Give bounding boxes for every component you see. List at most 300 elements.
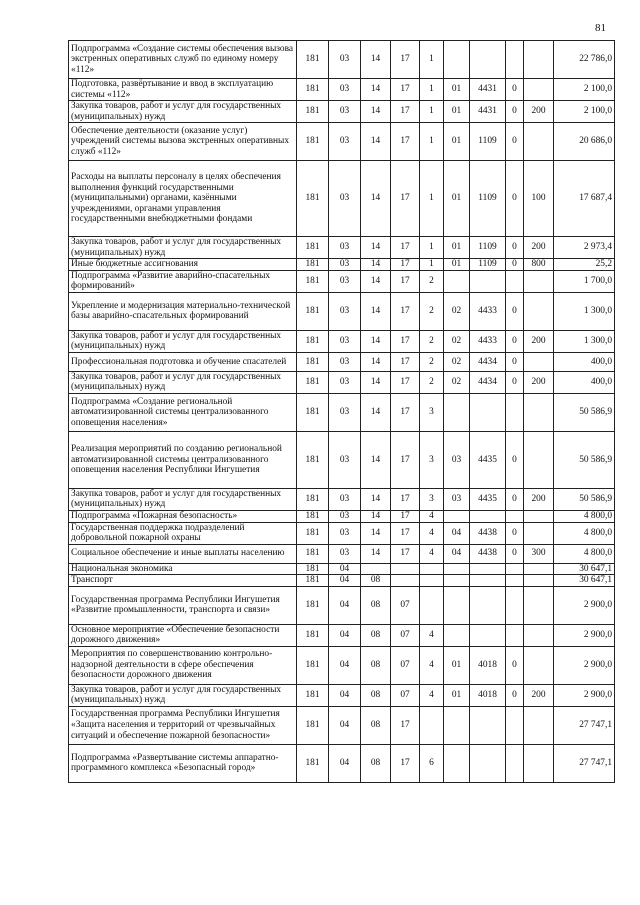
code-cell [524, 393, 554, 431]
code-cell: 08 [361, 684, 391, 706]
code-cell: 3 [420, 488, 444, 510]
code-cell [470, 575, 506, 587]
code-cell: 1 [420, 123, 444, 161]
code-cell: 181 [297, 371, 329, 393]
code-cell: 0 [506, 123, 524, 161]
code-cell: 200 [524, 237, 554, 259]
code-cell [444, 624, 470, 646]
table-row [69, 330, 615, 352]
code-cell: 03 [329, 101, 361, 123]
code-cell: 17 [391, 706, 420, 744]
row-name: Закупка товаров, работ и услуг для государственных (муниципальных) нужд [69, 371, 297, 393]
code-cell: 0 [506, 488, 524, 510]
code-cell: 14 [361, 330, 391, 352]
code-cell [470, 270, 506, 292]
code-cell: 03 [329, 522, 361, 544]
code-cell [506, 624, 524, 646]
code-cell: 6 [420, 744, 444, 782]
row-name: Закупка товаров, работ и услуг для государственных (муниципальных) нужд [69, 237, 297, 259]
code-cell: 03 [329, 270, 361, 292]
table-row [69, 270, 615, 292]
code-cell: 0 [506, 292, 524, 330]
table-row [69, 646, 615, 684]
code-cell: 01 [444, 79, 470, 101]
code-cell: 0 [506, 646, 524, 684]
code-cell [506, 510, 524, 522]
code-cell: 3 [420, 431, 444, 488]
code-cell: 4 [420, 624, 444, 646]
code-cell: 17 [391, 79, 420, 101]
code-cell: 17 [391, 330, 420, 352]
code-cell: 14 [361, 393, 391, 431]
code-cell: 0 [506, 259, 524, 271]
row-name: Государственная поддержка подразделений добровольной пожарной охраны [69, 522, 297, 544]
code-cell: 03 [329, 292, 361, 330]
code-cell: 08 [361, 575, 391, 587]
code-cell [506, 563, 524, 575]
code-cell: 0 [506, 237, 524, 259]
code-cell: 4434 [470, 352, 506, 371]
code-cell: 181 [297, 575, 329, 587]
row-name: Социальное обеспечение и иные выплаты населению [69, 544, 297, 563]
code-cell: 04 [329, 706, 361, 744]
table-row [69, 259, 615, 271]
code-cell [444, 563, 470, 575]
row-name: Профессиональная подготовка и обучение спасателей [69, 352, 297, 371]
code-cell: 14 [361, 522, 391, 544]
code-cell: 03 [444, 431, 470, 488]
code-cell: 4018 [470, 646, 506, 684]
code-cell: 17 [391, 123, 420, 161]
code-cell: 04 [444, 522, 470, 544]
code-cell: 07 [391, 586, 420, 624]
row-name: Подпрограмма «Создание региональной автоматизированной системы централизованного оповещения населения» [69, 393, 297, 431]
code-cell [444, 575, 470, 587]
amount-cell: 27 747,1 [554, 706, 615, 744]
code-cell: 17 [391, 544, 420, 563]
code-cell: 200 [524, 488, 554, 510]
code-cell: 02 [444, 371, 470, 393]
row-name: Подпрограмма «Создание системы обеспечения вызова экстренных оперативных служб по единому номеру «112» [69, 41, 297, 79]
code-cell: 03 [329, 488, 361, 510]
code-cell [444, 270, 470, 292]
code-cell: 4433 [470, 292, 506, 330]
code-cell: 04 [329, 744, 361, 782]
code-cell: 17 [391, 744, 420, 782]
table-row [69, 563, 615, 575]
code-cell: 17 [391, 510, 420, 522]
row-name: Реализация мероприятий по созданию региональной автоматизированной системы централизованного оповещения населения Республики Ингушетия [69, 431, 297, 488]
row-name: Закупка товаров, работ и услуг для государственных (муниципальных) нужд [69, 101, 297, 123]
code-cell: 03 [329, 161, 361, 237]
code-cell: 03 [444, 488, 470, 510]
code-cell [524, 431, 554, 488]
code-cell [506, 393, 524, 431]
code-cell: 01 [444, 161, 470, 237]
code-cell: 181 [297, 101, 329, 123]
code-cell [420, 706, 444, 744]
code-cell: 01 [444, 123, 470, 161]
code-cell: 0 [506, 522, 524, 544]
code-cell: 03 [329, 79, 361, 101]
table-row [69, 544, 615, 563]
amount-cell: 4 800,0 [554, 510, 615, 522]
amount-cell: 2 973,4 [554, 237, 615, 259]
code-cell: 14 [361, 431, 391, 488]
code-cell: 14 [361, 259, 391, 271]
code-cell: 0 [506, 79, 524, 101]
code-cell: 4431 [470, 101, 506, 123]
amount-cell: 400,0 [554, 371, 615, 393]
code-cell: 1109 [470, 259, 506, 271]
amount-cell: 4 800,0 [554, 522, 615, 544]
code-cell: 1109 [470, 123, 506, 161]
code-cell: 07 [391, 624, 420, 646]
code-cell [506, 575, 524, 587]
code-cell: 02 [444, 292, 470, 330]
code-cell: 200 [524, 684, 554, 706]
code-cell: 4431 [470, 79, 506, 101]
code-cell: 181 [297, 259, 329, 271]
table-row [69, 237, 615, 259]
code-cell: 17 [391, 393, 420, 431]
row-name: Мероприятия по совершенствованию контрольно-надзорной деятельности в сфере обеспечения безопасности дорожного движения [69, 646, 297, 684]
code-cell [391, 563, 420, 575]
amount-cell: 30 647,1 [554, 575, 615, 587]
code-cell: 181 [297, 646, 329, 684]
code-cell: 800 [524, 259, 554, 271]
code-cell: 14 [361, 352, 391, 371]
code-cell [524, 624, 554, 646]
code-cell: 03 [329, 431, 361, 488]
row-name: Закупка товаров, работ и услуг для государственных (муниципальных) нужд [69, 684, 297, 706]
amount-cell: 25,2 [554, 259, 615, 271]
table-row [69, 79, 615, 101]
code-cell [524, 744, 554, 782]
code-cell: 4438 [470, 544, 506, 563]
code-cell: 03 [329, 237, 361, 259]
code-cell: 181 [297, 393, 329, 431]
code-cell: 17 [391, 522, 420, 544]
amount-cell: 17 687,4 [554, 161, 615, 237]
code-cell: 02 [444, 352, 470, 371]
code-cell [470, 744, 506, 782]
code-cell: 17 [391, 237, 420, 259]
code-cell [524, 41, 554, 79]
table-row [69, 393, 615, 431]
code-cell: 181 [297, 544, 329, 563]
code-cell: 181 [297, 586, 329, 624]
code-cell [506, 586, 524, 624]
amount-cell: 1 700,0 [554, 270, 615, 292]
code-cell: 1109 [470, 237, 506, 259]
code-cell: 181 [297, 292, 329, 330]
code-cell: 181 [297, 706, 329, 744]
code-cell [470, 624, 506, 646]
code-cell: 03 [329, 544, 361, 563]
code-cell: 17 [391, 161, 420, 237]
code-cell: 0 [506, 161, 524, 237]
code-cell: 4438 [470, 522, 506, 544]
code-cell [524, 79, 554, 101]
code-cell: 4 [420, 510, 444, 522]
code-cell: 17 [391, 371, 420, 393]
code-cell: 17 [391, 352, 420, 371]
row-name: Транспорт [69, 575, 297, 587]
amount-cell: 2 900,0 [554, 624, 615, 646]
code-cell: 1109 [470, 161, 506, 237]
code-cell [524, 646, 554, 684]
code-cell: 0 [506, 352, 524, 371]
code-cell: 3 [420, 393, 444, 431]
code-cell: 17 [391, 101, 420, 123]
table-row [69, 123, 615, 161]
code-cell: 1 [420, 161, 444, 237]
code-cell: 1 [420, 259, 444, 271]
code-cell: 14 [361, 123, 391, 161]
code-cell [506, 41, 524, 79]
amount-cell: 50 586,9 [554, 488, 615, 510]
code-cell [444, 586, 470, 624]
code-cell [524, 123, 554, 161]
row-name: Подпрограмма «Развертывание системы аппаратно-программного комплекса «Безопасный город» [69, 744, 297, 782]
code-cell: 4433 [470, 330, 506, 352]
code-cell [524, 586, 554, 624]
table-row [69, 41, 615, 79]
code-cell: 1 [420, 237, 444, 259]
amount-cell: 2 100,0 [554, 101, 615, 123]
code-cell: 1 [420, 41, 444, 79]
amount-cell: 22 786,0 [554, 41, 615, 79]
code-cell: 2 [420, 292, 444, 330]
code-cell: 0 [506, 684, 524, 706]
code-cell: 181 [297, 237, 329, 259]
code-cell [524, 510, 554, 522]
table-row [69, 744, 615, 782]
code-cell: 181 [297, 684, 329, 706]
row-name: Подпрограмма «Пожарная безопасность» [69, 510, 297, 522]
code-cell [470, 510, 506, 522]
code-cell: 2 [420, 371, 444, 393]
amount-cell: 1 300,0 [554, 292, 615, 330]
code-cell: 0 [506, 371, 524, 393]
page-number: 81 [595, 22, 606, 34]
code-cell: 08 [361, 624, 391, 646]
amount-cell: 50 586,9 [554, 393, 615, 431]
code-cell [506, 270, 524, 292]
code-cell: 14 [361, 292, 391, 330]
table-row [69, 488, 615, 510]
code-cell: 01 [444, 646, 470, 684]
budget-table [68, 40, 615, 783]
code-cell: 1 [420, 101, 444, 123]
code-cell: 181 [297, 161, 329, 237]
table-row [69, 161, 615, 237]
amount-cell: 2 900,0 [554, 586, 615, 624]
code-cell: 14 [361, 101, 391, 123]
code-cell: 14 [361, 270, 391, 292]
row-name: Закупка товаров, работ и услуг для государственных (муниципальных) нужд [69, 330, 297, 352]
code-cell: 181 [297, 488, 329, 510]
code-cell: 0 [506, 544, 524, 563]
row-name: Основное мероприятие «Обеспечение безопасности дорожного движения» [69, 624, 297, 646]
code-cell: 4 [420, 522, 444, 544]
code-cell: 17 [391, 41, 420, 79]
amount-cell: 2 100,0 [554, 79, 615, 101]
code-cell [524, 575, 554, 587]
code-cell: 181 [297, 79, 329, 101]
code-cell: 181 [297, 510, 329, 522]
code-cell: 04 [329, 624, 361, 646]
code-cell [524, 292, 554, 330]
table-row [69, 292, 615, 330]
code-cell: 14 [361, 371, 391, 393]
code-cell: 0 [506, 330, 524, 352]
code-cell: 02 [444, 330, 470, 352]
code-cell: 01 [444, 684, 470, 706]
code-cell: 4 [420, 684, 444, 706]
code-cell: 03 [329, 259, 361, 271]
code-cell: 300 [524, 544, 554, 563]
code-cell: 01 [444, 237, 470, 259]
code-cell: 2 [420, 330, 444, 352]
row-name: Подпрограмма «Развитие аварийно-спасательных формирований» [69, 270, 297, 292]
code-cell [470, 706, 506, 744]
code-cell: 4 [420, 646, 444, 684]
table-row [69, 706, 615, 744]
code-cell [391, 575, 420, 587]
code-cell: 04 [444, 544, 470, 563]
code-cell [506, 744, 524, 782]
code-cell: 200 [524, 371, 554, 393]
code-cell [524, 270, 554, 292]
code-cell [444, 510, 470, 522]
code-cell: 181 [297, 352, 329, 371]
code-cell: 181 [297, 431, 329, 488]
code-cell: 14 [361, 488, 391, 510]
code-cell: 04 [329, 575, 361, 587]
code-cell: 1 [420, 79, 444, 101]
code-cell: 04 [329, 646, 361, 684]
code-cell: 0 [506, 101, 524, 123]
code-cell: 03 [329, 393, 361, 431]
code-cell: 14 [361, 510, 391, 522]
code-cell: 4435 [470, 431, 506, 488]
code-cell: 181 [297, 41, 329, 79]
code-cell: 07 [391, 646, 420, 684]
code-cell: 04 [329, 586, 361, 624]
amount-cell: 20 686,0 [554, 123, 615, 161]
code-cell: 01 [444, 259, 470, 271]
code-cell: 08 [361, 706, 391, 744]
code-cell: 03 [329, 330, 361, 352]
code-cell: 08 [361, 646, 391, 684]
code-cell: 17 [391, 431, 420, 488]
code-cell: 03 [329, 371, 361, 393]
code-cell: 181 [297, 330, 329, 352]
budget-rows [69, 41, 615, 783]
code-cell: 181 [297, 123, 329, 161]
code-cell [420, 575, 444, 587]
row-name: Национальная экономика [69, 563, 297, 575]
code-cell: 4018 [470, 684, 506, 706]
code-cell: 2 [420, 352, 444, 371]
amount-cell: 2 900,0 [554, 646, 615, 684]
code-cell: 0 [506, 431, 524, 488]
code-cell [444, 41, 470, 79]
code-cell [361, 563, 391, 575]
code-cell: 4435 [470, 488, 506, 510]
code-cell [444, 706, 470, 744]
code-cell: 08 [361, 744, 391, 782]
row-name: Подготовка, развёртывание и ввод в эксплуатацию системы «112» [69, 79, 297, 101]
code-cell: 17 [391, 270, 420, 292]
code-cell [420, 586, 444, 624]
code-cell: 14 [361, 544, 391, 563]
row-name: Закупка товаров, работ и услуг для государственных (муниципальных) нужд [69, 488, 297, 510]
code-cell: 07 [391, 684, 420, 706]
code-cell: 04 [329, 563, 361, 575]
code-cell: 04 [329, 684, 361, 706]
code-cell: 14 [361, 237, 391, 259]
code-cell [524, 352, 554, 371]
table-row [69, 371, 615, 393]
row-name: Иные бюджетные ассигнования [69, 259, 297, 271]
amount-cell: 27 747,1 [554, 744, 615, 782]
code-cell: 03 [329, 352, 361, 371]
row-name: Обеспечение деятельности (оказание услуг) учреждений системы вызова экстренных оперативных служб «112» [69, 123, 297, 161]
code-cell [444, 744, 470, 782]
row-name: Укрепление и модернизация материально-технической базы аварийно-спасательных формирований [69, 292, 297, 330]
code-cell: 181 [297, 522, 329, 544]
row-name: Расходы на выплаты персоналу в целях обеспечения выполнения функций государственными (муниципальными) органами, казёнными учреждениями, органами управления государственными внебюджетными фондами [69, 161, 297, 237]
table-row [69, 510, 615, 522]
code-cell: 17 [391, 259, 420, 271]
code-cell: 14 [361, 79, 391, 101]
code-cell: 181 [297, 563, 329, 575]
code-cell: 4 [420, 544, 444, 563]
amount-cell: 4 800,0 [554, 544, 615, 563]
code-cell [524, 563, 554, 575]
amount-cell: 1 300,0 [554, 330, 615, 352]
amount-cell: 2 900,0 [554, 684, 615, 706]
code-cell [524, 522, 554, 544]
table-row [69, 352, 615, 371]
code-cell: 03 [329, 41, 361, 79]
code-cell [470, 586, 506, 624]
amount-cell: 400,0 [554, 352, 615, 371]
table-row [69, 431, 615, 488]
table-row [69, 586, 615, 624]
table-row [69, 684, 615, 706]
code-cell: 181 [297, 744, 329, 782]
code-cell: 03 [329, 123, 361, 161]
code-cell: 01 [444, 101, 470, 123]
code-cell: 100 [524, 161, 554, 237]
code-cell: 03 [329, 510, 361, 522]
code-cell: 17 [391, 488, 420, 510]
code-cell [444, 393, 470, 431]
code-cell [420, 563, 444, 575]
code-cell: 08 [361, 586, 391, 624]
amount-cell: 50 586,9 [554, 431, 615, 488]
row-name: Государственная программа Республики Ингушетия «Развитие промышленности, транспорта и связи» [69, 586, 297, 624]
table-row [69, 101, 615, 123]
code-cell [524, 706, 554, 744]
code-cell: 14 [361, 41, 391, 79]
code-cell: 17 [391, 292, 420, 330]
amount-cell: 30 647,1 [554, 563, 615, 575]
